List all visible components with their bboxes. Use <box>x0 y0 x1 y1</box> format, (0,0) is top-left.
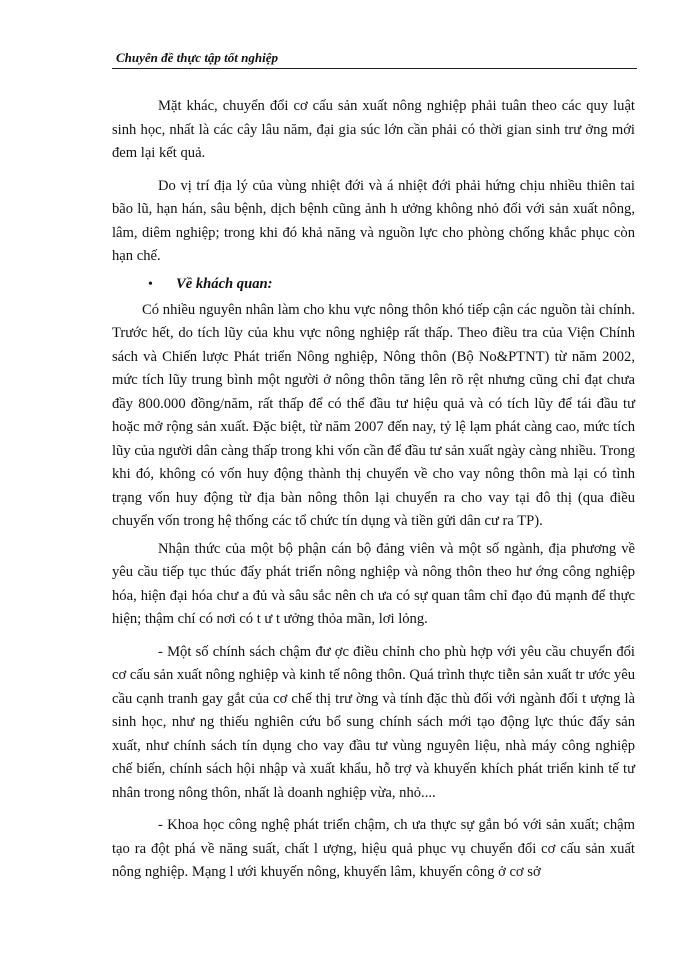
paragraph-1: Mặt khác, chuyển đổi cơ cấu sản xuất nông nghiệp phải tuân theo các quy luật sinh học, nhất là các cây lâu năm, đại gia súc lớn cần phải có thời gian sinh trư ởng mới đem lại kết quả. <box>112 98 635 161</box>
header-title: Chuyên đề thực tập tốt nghiệp <box>116 50 278 65</box>
paragraph-5: - Một số chính sách chậm đư ợc điều chỉnh cho phù hợp với yêu cầu chuyển đổi cơ cấu sản xuất nông nghiệp và kinh tế nông thôn. Quá trình thực tiễn sản xuất tr ước yêu cầu cạnh tranh gay gắt của cơ chế thị trư ờng và tính đặc thù đối với ngành đối t ượng là sinh học, như ng thiếu nghiên cứu bổ sung chính sách mới tạo động lực thúc đẩy sản xuất, như chính sách tín dụng cho vay đầu tư vùng nguyên liệu, nhà máy công nghiệp chế biến, chính sách hội nhập và xuất khẩu, hỗ trợ và khuyến khích phát triển kinh tế tư nhân trong nông thôn, nhất là doanh nghiệp vừa, nhỏ.... <box>112 643 635 801</box>
paragraph-6: - Khoa học công nghệ phát triển chậm, ch ưa thực sự gắn bó với sản xuất; chậm tạo ra đột phá về năng suất, chất l ượng, hiệu quả phục vụ chuyển đổi cơ cấu sản xuất nông nghiệp. Mạng l ưới khuyến nông, khuyến lâm, khuyến công ở cơ sở <box>112 817 635 880</box>
bullet-heading-row <box>112 273 635 297</box>
document-body <box>112 95 635 894</box>
page-header <box>112 46 637 69</box>
bullet-icon: • <box>148 276 153 292</box>
section-heading: Về khách quan: <box>176 275 273 292</box>
paragraph-3: Có nhiều nguyên nhân làm cho khu vực nông thôn khó tiếp cận các nguồn tài chính. Trước hết, do tích lũy của khu vực nông nghiệp rất thấp. Theo điều tra của Viện Chính sách và Chiến lược Phát triển Nông nghiệp, Nông thôn (Bộ No&PTNT) từ năm 2002, mức tích lũy trung bình một người ở nông thôn tăng lên rõ rệt nhưng cũng chỉ đạt chưa đầy 800.000 đồng/năm, rất thấp để có thể đầu tư hiệu quả và có tích lũy để tái đầu tư hoặc mở rộng sản xuất. Đặc biệt, từ năm 2007 đến nay, tỷ lệ lạm phát càng cao, mức tích lũy của người dân càng thấp trong khi vốn cần để đầu tư sản xuất ngày càng nhiều. Trong khi đó, không có vốn huy động thành thị chuyển về cho vay nông thôn mà lại có tình trạng vốn huy động từ địa bàn nông thôn lại chuyển ra cho vay tại đô thị (qua điều chuyển vốn trong hệ thống các tổ chức tín dụng và tiền gửi dân cư ra TP). <box>112 301 635 529</box>
paragraph-2: Do vị trí địa lý của vùng nhiệt đới và á nhiệt đới phải hứng chịu nhiều thiên tai bão lũ, hạn hán, sâu bệnh, dịch bệnh cũng ảnh h ưởng không nhỏ đối với sản xuất nông, lâm, diêm nghiệp; trong khi đó khả năng và nguồn lực cho phòng chống khắc phục còn hạn chế. <box>112 177 635 264</box>
paragraph-4: Nhận thức của một bộ phận cán bộ đảng viên và một số ngành, địa phương về yêu cầu tiếp tục thúc đẩy phát triển nông nghiệp và nông thôn theo hư ớng công nghiệp hóa, hiện đại hóa chư a đủ và sâu sắc nên ch ưa có sự quan tâm chỉ đạo đủ mạnh để thực hiện; thậm chí có nơi có t ư t ưởng thỏa mãn, lơi lỏng. <box>112 540 635 627</box>
